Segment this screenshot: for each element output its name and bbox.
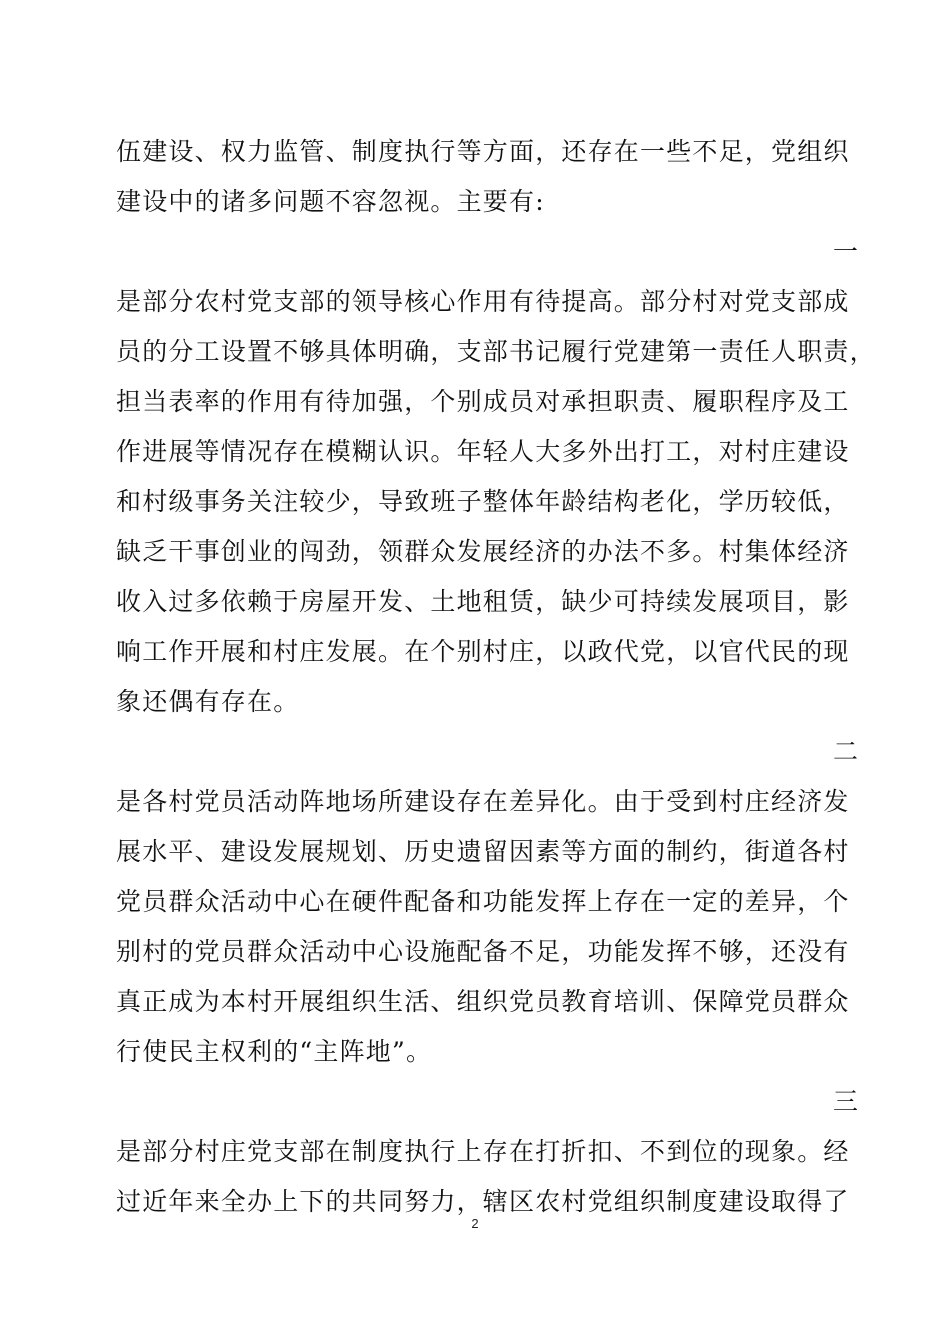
text-line: 是各村党员活动阵地场所建设存在差异化。由于受到村庄经济发 bbox=[116, 787, 850, 816]
text-line: 和村级事务关注较少，导致班子整体年龄结构老化，学历较低， bbox=[116, 487, 850, 516]
text-line: 建设中的诸多问题不容忽视。主要有: bbox=[116, 187, 545, 216]
text-line: 收入过多依赖于房屋开发、土地租赁，缺少可持续发展项目，影 bbox=[116, 587, 850, 616]
text-line: 员的分工设置不够具体明确，支部书记履行党建第一责任人职责， bbox=[116, 337, 876, 366]
text-line: 是部分农村党支部的领导核心作用有待提高。部分村对党支部成 bbox=[116, 287, 850, 316]
text-line: 是部分村庄党支部在制度执行上存在打折扣、不到位的现象。经 bbox=[116, 1137, 850, 1166]
text-line: 作进展等情况存在模糊认识。年轻人大多外出打工，对村庄建设 bbox=[116, 437, 850, 466]
text-line: 展水平、建设发展规划、历史遗留因素等方面的制约，街道各村 bbox=[116, 837, 850, 866]
section-marker-two: 二 bbox=[832, 737, 858, 766]
text-line: 伍建设、权力监管、制度执行等方面，还存在一些不足，党组织 bbox=[116, 137, 850, 166]
text-line: 别村的党员群众活动中心设施配备不足，功能发挥不够，还没有 bbox=[116, 937, 850, 966]
text-line: 真正成为本村开展组织生活、组织党员教育培训、保障党员群众 bbox=[116, 987, 850, 1016]
text-line: 行使民主权利的“主阵地”。 bbox=[116, 1037, 433, 1066]
text-line: 缺乏干事创业的闯劲，领群众发展经济的办法不多。村集体经济 bbox=[116, 537, 850, 566]
section-marker-one: 一 bbox=[832, 237, 858, 266]
text-line: 过近年来全办上下的共同努力，辖区农村党组织制度建设取得了 bbox=[116, 1187, 850, 1216]
text-line: 党员群众活动中心在硬件配备和功能发挥上存在一定的差异，个 bbox=[116, 887, 850, 916]
text-line: 响工作开展和村庄发展。在个别村庄，以政代党，以官代民的现 bbox=[116, 637, 850, 666]
text-line: 担当表率的作用有待加强，个别成员对承担职责、履职程序及工 bbox=[116, 387, 850, 416]
page-number: 2 bbox=[471, 1216, 479, 1231]
section-marker-three: 三 bbox=[832, 1087, 858, 1116]
text-line: 象还偶有存在。 bbox=[116, 687, 300, 716]
